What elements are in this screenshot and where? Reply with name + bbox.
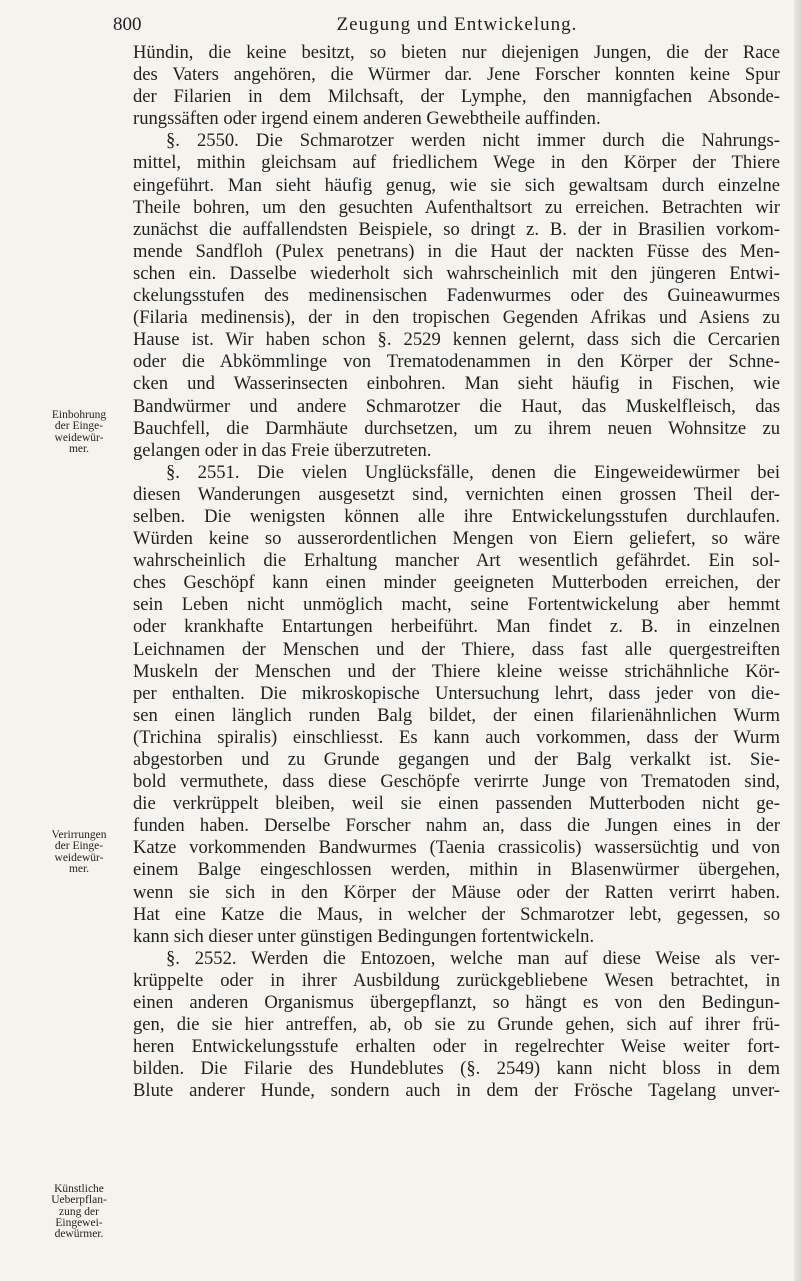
text-line: kann sich dieser unter günstigen Bedingungen fortentwickeln. [133,925,595,947]
text-line: rungssäften oder irgend einem anderen Gewebtheile auffinden. [133,108,601,130]
text-line: zunächst die auffallendsten Beispiele, so dringt z. B. der in Brasilien vorkom- [133,218,780,240]
margin-note-line: dewürmer. [54,1228,104,1241]
text-line: cken und Wasserinsecten einbohren. Man sieht häufig in Fischen, wie [133,373,780,395]
text-line: Hat eine Katze die Maus, in welcher der Schmarotzer lebt, gegessen, so [133,903,780,925]
text-line: §. 2552. Werden die Entozoen, welche man auf diese Weise als ver- [166,947,780,969]
margin-note-line: Einbohrung [51,409,107,421]
text-line: mende Sandfloh (Pulex penetrans) in die Haut der nackten Füsse des Men- [133,240,780,262]
text-line: diesen Wanderungen ausgesetzt sind, vernichten einen grossen Theil der- [133,483,780,505]
text-line: sen einen länglich runden Balg bildet, der einen filarienähnlichen Wurm [133,704,780,726]
text-line: Hündin, die keine besitzt, so bieten nur diejenigen Jungen, die der Race [133,42,780,63]
text-line: einem Balge eingeschlossen werden, mithin in Blasenwürmer übergehen, [133,859,780,881]
text-line: (Trichina spiralis) einschliesst. Es kann auch vorkommen, dass der Wurm [133,726,780,748]
text-line: ckelungsstufen des medinensischen Fadenwurmes oder des Guineawurmes [133,285,780,307]
margin-note-verirrungen [30,830,128,875]
text-line: mittel, mithin gleichsam auf friedlichem Wege in den Körper der Thiere [133,152,780,174]
margin-note-line: der Einge- [54,840,104,853]
margin-note-line: der Einge- [54,420,104,433]
text-line: Bandwürmer und andere Schmarotzer die Haut, das Muskelfleisch, das [133,395,780,417]
page-header [113,14,761,36]
body-text [133,42,780,1103]
text-line: bold vermuthete, dass diese Geschöpfe verirrte Junge von Trematoden sind, [133,771,780,793]
margin-note-line: Künstliche [54,1183,104,1195]
text-line: §. 2551. Die vielen Unglücksfälle, denen die Eingeweidewürmer bei [166,461,780,483]
text-line: funden haben. Derselbe Forscher nahm an, dass die Jungen eines in der [133,815,780,837]
text-line: (Filaria medinensis), der in den tropischen Gegenden Afrikas und Asiens zu [133,307,780,329]
text-line: schen ein. Dasselbe wiederholt sich wahrscheinlich mit den jüngeren Entwi- [133,262,780,284]
text-line: ches Geschöpf kann einen minder geeigneten Mutterboden erreichen, der [133,572,780,594]
running-title: Zeugung und Entwickelung. [336,14,578,35]
text-line: abgestorben und zu Grunde gegangen und der Balg verkalkt ist. Sie- [133,749,780,770]
margin-note-line: Eingewei- [55,1216,103,1229]
text-line: selben. Die wenigsten können alle ihre Entwickelungsstufen durchlaufen. [133,505,780,527]
text-line: per enthalten. Die mikroskopische Untersuchung lehrt, dass jeder von die- [133,682,780,704]
text-line: Blute anderer Hunde, sondern auch in dem der Frösche Tagelang unver- [133,1080,780,1102]
text-line: gelangen oder in das Freie überzutreten. [133,439,432,461]
margin-note-line: zung der [59,1205,99,1218]
text-line: krüppelte oder in ihrer Ausbildung zurückgebliebene Wesen betrachtet, in [133,969,780,991]
text-line: gen, die sie hier antreffen, ab, ob sie zu Grunde gehen, sich auf ihrer frü- [133,1014,780,1036]
text-line: Hause ist. Wir haben schon §. 2529 kennen gelernt, dass sich die Cercarien [133,329,780,351]
margin-note-einbohrung [30,410,128,455]
margin-note-line: mer. [68,442,90,455]
text-line: sein Leben nicht unmöglich macht, seine Fortentwickelung aber hemmt [133,594,780,616]
text-line: §. 2550. Die Schmarotzer werden nicht immer durch die Nahrungs- [166,130,780,152]
text-line: Würden keine so ausserordentlichen Mengen von Eiern geliefert, so wäre [133,528,780,550]
text-line: oder krankhafte Entartungen herbeiführt. Man findet z. B. in einzelnen [133,616,780,638]
text-line: wenn sie sich in den Körper der Mäuse oder der Ratten verirrt haben. [133,881,780,903]
text-line: die verkrüppelt bleiben, weil sie einen passenden Mutterboden nicht ge- [133,793,780,815]
text-line: bilden. Die Filarie des Hundeblutes (§. 2549) kann nicht bloss in dem [133,1058,780,1080]
margin-note-line: mer. [68,862,90,875]
text-line: Leichnamen der Menschen und der Thiere, dass fast alle quergestreiften [133,638,780,660]
text-line: heren Entwickelungsstufe erhalten oder in regelrechter Weise weiter fort- [133,1036,780,1058]
text-line: Bauchfell, die Darmhäute durchsetzen, um zu ihrem neuen Wohnsitze zu [133,417,780,439]
text-line: einen anderen Organismus übergepflanzt, so hängt es von den Bedingun- [133,992,780,1014]
page-number: 800 [113,14,142,35]
text-line: Muskeln der Menschen und der Thiere kleine weisse strichähnliche Kör- [133,660,780,682]
margin-note-line: weidewür- [54,431,104,444]
text-line: Katze vorkommenden Bandwurmes (Taenia crassicolis) wassersüchtig und von [133,837,780,859]
text-line: eingeführt. Man sieht häufig genug, wie sie sich gewaltsam durch einzelne [133,174,780,196]
margin-note-kuenstliche [30,1184,128,1240]
margin-note-line: Verirrungen [51,829,107,841]
page-edge-shadow [794,0,801,1281]
margin-note-line: Ueberpflan- [51,1194,107,1207]
text-line: wahrscheinlich die Erhaltung mancher Art wesentlich gefährdet. Ein sol- [133,550,780,572]
text-line: Theile bohren, um den gesuchten Aufenthaltsort zu erreichen. Betrachten wir [133,196,780,218]
margin-note-line: weidewür- [54,851,104,864]
text-line: des Vaters angehören, die Würmer dar. Jene Forscher konnten keine Spur [133,64,780,86]
text-line: oder die Abkömmlinge von Trematodenammen in den Körper der Schne- [133,351,780,373]
text-line: der Filarien in dem Milchsaft, der Lymphe, den mannigfachen Absonde- [133,86,780,108]
